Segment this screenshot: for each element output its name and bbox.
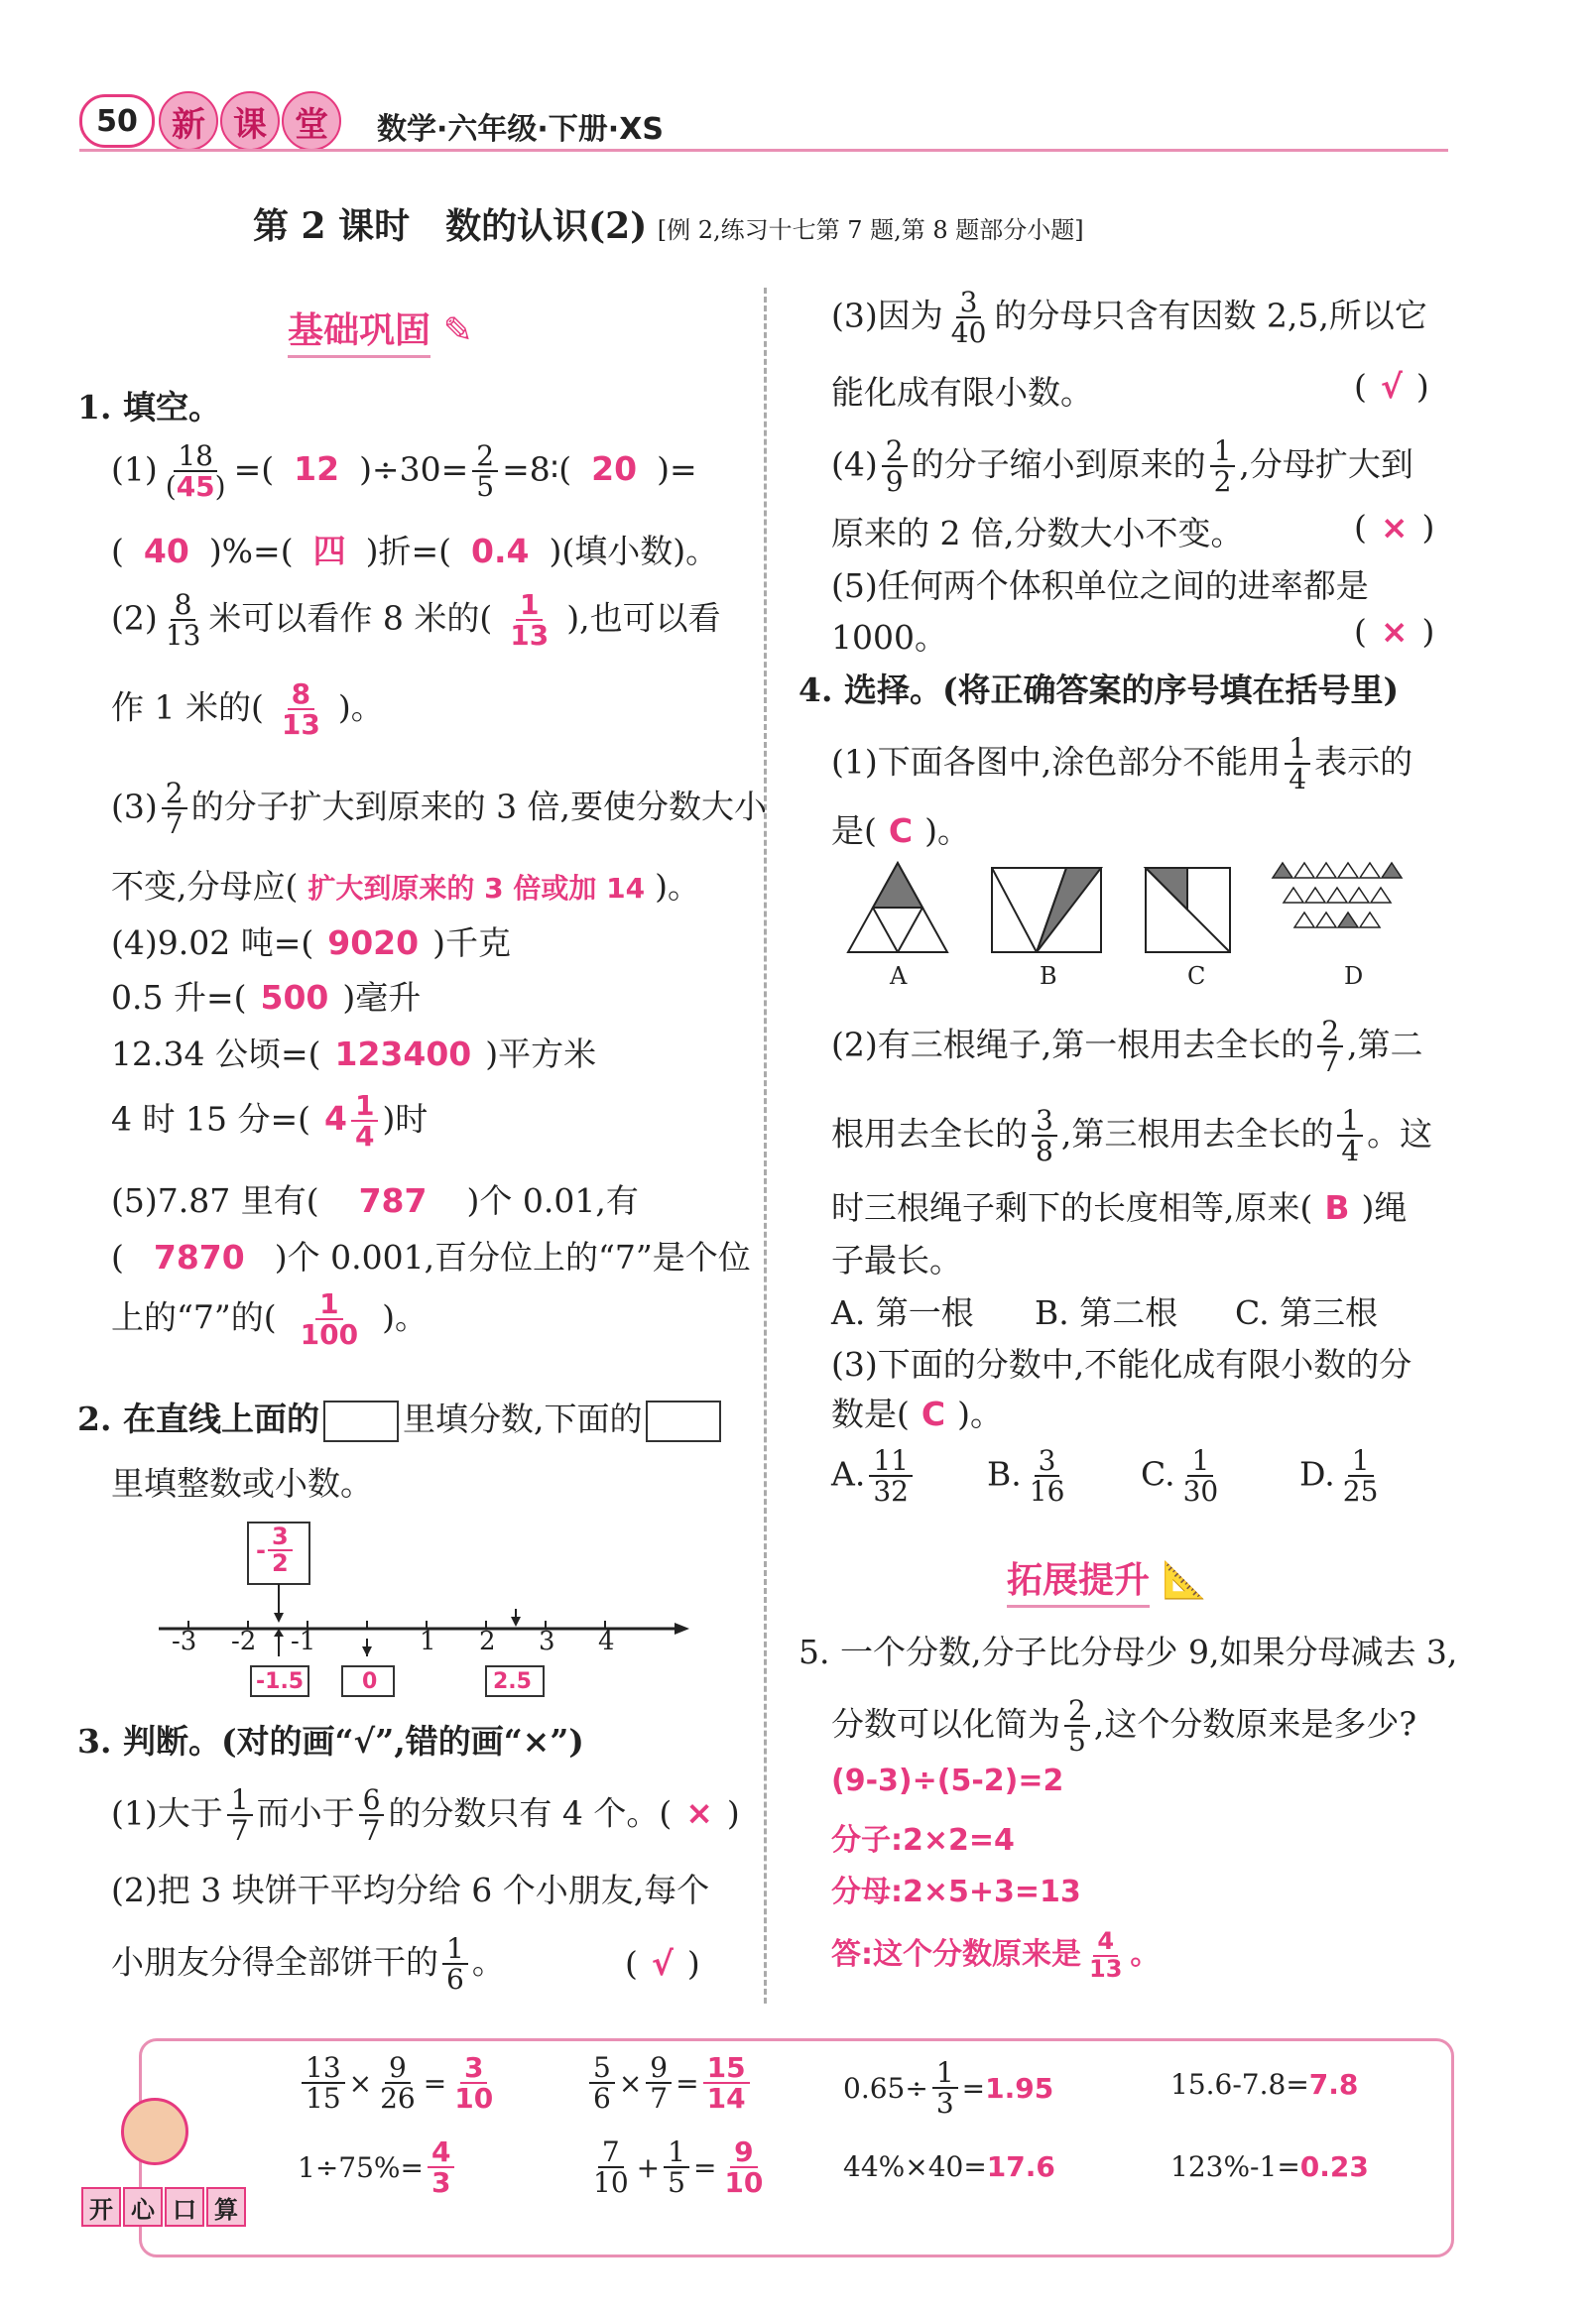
q3-part3-line2: 能化成有限小数。 xyxy=(831,373,1093,412)
q4-part3-option-a: A. $\frac{11}{32}$ xyxy=(831,1446,917,1507)
q4-part2-option-a: A. 第一根 xyxy=(831,1293,974,1332)
mental-expr-1: $\frac{13}{15}$ × $\frac{9}{26}$ = $\frac{3}{10}$ xyxy=(298,2053,501,2114)
q4-part2-line2: 根用去全长的 $\frac{3}{8}$ ,第三根用去全长的 $\frac{1}{4}$ 。这 xyxy=(831,1104,1433,1168)
column-divider xyxy=(764,288,767,2004)
mental-label-3: 口 xyxy=(165,2187,204,2227)
lesson-title-text: 第 2 课时 数的认识(2) xyxy=(253,205,648,247)
q3-part2-line2: 小朋友分得全部饼干的 $\frac{1}{6}$ 。 xyxy=(111,1932,505,1997)
q1-part2-line1: (2) $\frac{8}{13}$ 米可以看作 8 米的( $\frac{1}{13}$ ),也可以看 xyxy=(111,588,721,653)
ruler-icon: 📐 xyxy=(1162,1560,1207,1601)
mental-label-1: 开 xyxy=(81,2187,121,2227)
axis-label-4: 4 xyxy=(598,1627,615,1656)
q2-line2: 里填整数或小数。 xyxy=(111,1464,373,1503)
axis-label-2: 2 xyxy=(479,1627,496,1656)
mental-expr-8: 123%-1=0.23 xyxy=(1170,2150,1369,2183)
lesson-reference: [例 2,练习十七第 7 题,第 8 题部分小题] xyxy=(657,216,1084,244)
q1-part4-line1: (4)9.02 吨=( 9020 )千克 xyxy=(111,923,511,962)
q5-line2: 分数可以化简为 $\frac{2}{5}$ ,这个分数原来是多少? xyxy=(831,1694,1417,1759)
bottom-answer-3: 2.5 xyxy=(493,1669,532,1694)
q3-part3-answer: ( √ ) xyxy=(1354,367,1429,406)
axis-label-m3: -3 xyxy=(172,1627,197,1656)
q1-part4-line3: 12.34 公顷=( 123400 )平方米 xyxy=(111,1035,597,1073)
q5-line1: 5. 一个分数,分子比分母少 9,如果分母减去 3, xyxy=(798,1633,1458,1671)
shape-a xyxy=(848,863,947,952)
section-basic-title: 基础巩固 ✎ xyxy=(288,303,473,353)
q4-part1-line2: 是( C )。 xyxy=(831,811,970,850)
girl-mascot-icon xyxy=(81,2098,240,2247)
q1-part4-line2: 0.5 升=( 500 )毫升 xyxy=(111,978,422,1017)
axis-label-m2: -2 xyxy=(231,1627,257,1656)
q4-part2-option-b: B. 第二根 xyxy=(1035,1293,1178,1332)
q1-part4-line4: 4 时 15 分=( 4 $\frac{1}{4}$ )时 xyxy=(111,1089,429,1154)
answer-box-top-sample xyxy=(323,1401,399,1442)
q4-part3-line2: 数是( C )。 xyxy=(831,1395,1003,1433)
q1-part1-line1: (1) $\frac{18}{(45)}$ =( 12 )÷30= $\frac{2}{5}$ =8∶( 20 )= xyxy=(111,439,697,504)
q1-part5-line2: ( 7870 )个 0.001,百分位上的“7”是个位 xyxy=(111,1238,751,1277)
mental-expr-2: $\frac{5}{6}$ × $\frac{9}{7}$ = $\frac{15}{14}$ xyxy=(585,2053,754,2114)
shape-label-d: D xyxy=(1344,962,1364,990)
q3-part4-answer: ( × ) xyxy=(1354,508,1435,547)
q1-part2-line2: 作 1 米的( $\frac{8}{13}$ )。 xyxy=(111,677,384,742)
brand-char-3: 堂 xyxy=(282,91,341,151)
mental-expr-7: 44%×40=17.6 xyxy=(843,2150,1055,2183)
q3-part1: (1)大于 $\frac{1}{7}$ 而小于 $\frac{6}{7}$ 的分数只有 4 个。( × ) xyxy=(111,1783,740,1848)
q3-part5-line1: (5)任何两个体积单位之间的进率都是 xyxy=(831,566,1369,605)
bottom-answer-1: -1.5 xyxy=(256,1669,305,1694)
q4-part2-option-c: C. 第三根 xyxy=(1235,1293,1379,1332)
pencil-icon: ✎ xyxy=(442,310,473,351)
answer-box-bottom-sample xyxy=(646,1401,721,1442)
brand-logo xyxy=(159,91,343,151)
lesson-title xyxy=(253,198,1084,249)
mental-label-4: 算 xyxy=(206,2187,246,2227)
page-number: 50 xyxy=(96,103,138,139)
q4-shapes xyxy=(843,858,1438,967)
mental-expr-3: 0.65÷ $\frac{1}{3}$ = 1.95 xyxy=(843,2056,1054,2121)
bottom-answer-2: 0 xyxy=(362,1669,378,1694)
q4-part3-option-c: C. $\frac{1}{30}$ xyxy=(1141,1444,1219,1509)
top-fraction-answer: - 3 2 xyxy=(256,1524,295,1576)
mental-expr-4: 15.6-7.8=7.8 xyxy=(1170,2068,1359,2101)
q3-part2-answer: ( √ ) xyxy=(625,1944,700,1983)
q3-part2-line1: (2)把 3 块饼干平均分给 6 个小朋友,每个 xyxy=(111,1871,710,1909)
number-line xyxy=(149,1518,694,1706)
q4-part1-line1: (1)下面各图中,涂色部分不能用 $\frac{1}{4}$ 表示的 xyxy=(831,732,1413,796)
q1-part5-line3: 上的“7”的( $\frac{1}{100}$ )。 xyxy=(111,1287,428,1352)
q5-step2: 分子:2×2=4 xyxy=(831,1823,1015,1858)
q1-part5-line1: (5)7.87 里有( 787 )个 0.01,有 xyxy=(111,1181,639,1220)
shape-b xyxy=(992,868,1101,952)
mental-label-2: 心 xyxy=(123,2187,163,2227)
q3-title: 3. 判断。(对的画“√”,错的画“×”) xyxy=(77,1722,584,1761)
shape-d xyxy=(1273,863,1402,927)
mental-expr-5: 1÷75%= $\frac{4}{3}$ xyxy=(298,2137,458,2198)
q1-part3-line1: (3) $\frac{2}{7}$ 的分子扩大到原来的 3 倍,要使分数大小 xyxy=(111,777,768,841)
q4-part3-option-d: D. $\frac{1}{25}$ xyxy=(1299,1444,1379,1509)
shape-label-b: B xyxy=(1040,962,1057,990)
q2-line1: 2. 在直线上面的 里填分数,下面的 xyxy=(77,1394,725,1442)
brand-char-1: 新 xyxy=(159,91,218,151)
q3-part3-line1: (3)因为 $\frac{3}{40}$ 的分母只含有因数 2,5,所以它 xyxy=(831,286,1427,350)
q4-part2-line1: (2)有三根绳子,第一根用去全长的 $\frac{2}{7}$ ,第二 xyxy=(831,1015,1423,1079)
shape-label-c: C xyxy=(1187,962,1206,990)
axis-label-1: 1 xyxy=(420,1627,436,1656)
q1-part1-line2: ( 40 )%=( 四 )折=( 0.4 )(填小数)。 xyxy=(111,532,719,570)
mental-expr-6: 7 10 + $\frac{1}{5}$ = $\frac{9}{10}$ xyxy=(593,2135,764,2200)
q3-part4-line1: (4) $\frac{2}{9}$ 的分子缩小到原来的 $\frac{1}{2}$ ,分母扩大到 xyxy=(831,434,1413,499)
book-subject: 数学·六年级·下册·XS xyxy=(377,112,664,147)
q1-title: 1. 填空。 xyxy=(77,388,221,427)
q4-part3-option-b: B. $\frac{3}{16}$ xyxy=(987,1444,1065,1509)
axis-label-3: 3 xyxy=(539,1627,555,1656)
axis-label-m1: -1 xyxy=(291,1627,316,1656)
q3-part4-line2: 原来的 2 倍,分数大小不变。 xyxy=(831,514,1244,552)
q1-part3-line2: 不变,分母应( 扩大到原来的 3 倍或加 14 )。 xyxy=(111,867,700,906)
q3-part5-answer: ( × ) xyxy=(1354,612,1435,651)
shape-label-a: A xyxy=(890,962,908,990)
q4-title: 4. 选择。(将正确答案的序号填在括号里) xyxy=(798,670,1400,709)
section-extend-title: 拓展提升 📐 xyxy=(1007,1552,1206,1603)
shape-c xyxy=(1146,868,1230,952)
q4-part3-line1: (3)下面的分数中,不能化成有限小数的分 xyxy=(831,1345,1412,1384)
q4-part2-line3: 时三根绳子剩下的长度相等,原来( B )绳 xyxy=(831,1188,1408,1227)
q4-part2-line4: 子最长。 xyxy=(831,1241,962,1280)
q5-step1: (9-3)÷(5-2)=2 xyxy=(831,1764,1064,1798)
brand-char-2: 课 xyxy=(220,91,280,151)
q3-part5-line2: 1000。 xyxy=(831,618,947,657)
q5-step3: 分母:2×5+3=13 xyxy=(831,1875,1081,1909)
header-divider xyxy=(79,149,1448,152)
q5-answer: 答:这个分数原来是 $\frac{4}{13}$ 。 xyxy=(831,1927,1161,1983)
page-number-badge xyxy=(79,94,155,148)
